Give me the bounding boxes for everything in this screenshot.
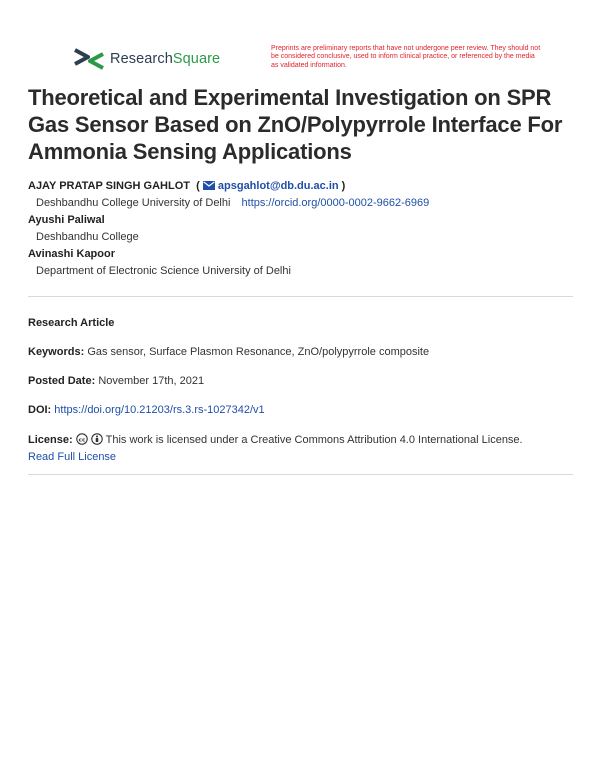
author-3-name: Avinashi Kapoor xyxy=(28,248,115,260)
doi-label: DOI: xyxy=(28,404,52,416)
keywords-row xyxy=(28,344,578,361)
svg-text:cc: cc xyxy=(78,437,86,444)
author-name: AJAY PRATAP SINGH GAHLOT ( apsgahlot@db.du.ac.in ) xyxy=(28,180,346,192)
article-type: Research Article xyxy=(28,317,115,329)
logo-word-research: Research xyxy=(110,51,173,67)
preprint-disclaimer: Preprints are preliminary reports that have not undergone peer review. They should not be considered conclusive, used to inform clinical practice, or referenced by the media as validated information. xyxy=(271,45,541,69)
logo-text xyxy=(110,51,220,67)
author-1-affiliation: Deshbandhu College University of Delhi xyxy=(36,197,231,209)
author-1-name: AJAY PRATAP SINGH GAHLOT xyxy=(28,180,190,192)
cc-icon xyxy=(76,433,88,445)
author-3-affiliation: Department of Electronic Science University of Delhi xyxy=(36,265,291,277)
doi-row xyxy=(28,402,578,419)
email-icon xyxy=(203,181,215,190)
license-row xyxy=(28,432,578,466)
author-1-affiliation-row xyxy=(28,195,578,212)
author-2-affiliation: Deshbandhu College xyxy=(36,231,139,243)
author-2-name: Ayushi Paliwal xyxy=(28,214,105,226)
read-full-license-link[interactable]: Read Full License xyxy=(28,451,117,463)
author-list xyxy=(28,178,578,280)
keywords-label: Keywords: xyxy=(28,346,85,358)
author-1-orcid-link[interactable]: https://orcid.org/0000-0002-9662-6969 xyxy=(241,197,430,209)
research-square-logo-icon xyxy=(74,46,104,72)
posted-date-value: November 17th, 2021 xyxy=(98,375,205,387)
posted-date-label: Posted Date: xyxy=(28,375,96,387)
divider-bottom xyxy=(28,474,573,475)
license-label: License: xyxy=(28,434,73,446)
header xyxy=(0,0,600,80)
keywords-value: Gas sensor, Surface Plasmon Resonance, ZnO/polypyrrole composite xyxy=(87,346,430,358)
by-attribution-icon xyxy=(91,433,103,445)
license-text: This work is licensed under a Creative Commons Attribution 4.0 International License. xyxy=(105,434,523,446)
posted-date-row xyxy=(28,373,578,390)
author-1-email-link[interactable]: apsgahlot@db.du.ac.in xyxy=(217,180,339,192)
research-square-logo[interactable] xyxy=(74,46,220,72)
logo-word-square: Square xyxy=(172,51,221,67)
doi-link[interactable]: https://doi.org/10.21203/rs.3.rs-1027342/v1 xyxy=(54,404,265,416)
paper-title: Theoretical and Experimental Investigation on SPR Gas Sensor Based on ZnO/Polypyrrole Interface For Ammonia Sensing Applications xyxy=(28,85,563,164)
divider-top xyxy=(28,296,573,297)
